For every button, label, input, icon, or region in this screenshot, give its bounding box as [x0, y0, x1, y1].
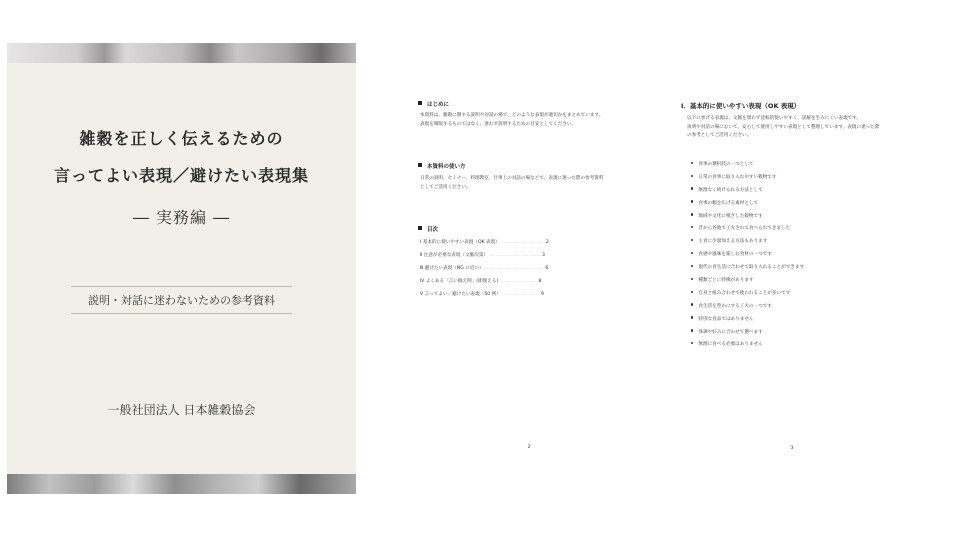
cover-rule-top — [71, 286, 292, 287]
cover-rule-bottom — [71, 313, 292, 314]
list-item: 食事の幅を広げる素材として — [691, 200, 804, 213]
square-bullet-icon — [418, 226, 422, 230]
usage-text — [420, 175, 650, 192]
usage-text-line: としてご活用ください。 — [420, 184, 471, 190]
bullet-icon — [691, 316, 693, 318]
list-item: 昔から各地で工夫されて食べられてきました — [691, 225, 804, 238]
cover-photo-bottom — [7, 474, 356, 494]
section-heading: Ⅰ．基本的に使いやすい表現（OK 表現） — [681, 102, 801, 110]
cover-subtitle: 説明・対話に迷わないための参考資料 — [88, 294, 275, 307]
bullet-icon — [691, 252, 693, 254]
cover-publisher: 一般社団法人 日本雑穀協会 — [107, 403, 256, 417]
list-item: 特別な食品ではありません — [691, 316, 804, 329]
table-of-contents — [420, 239, 549, 304]
section-intro — [687, 115, 907, 141]
list-item: 無理なく続けられる方法として — [691, 187, 804, 200]
ok-expression-list — [691, 161, 804, 354]
list-item: 日常の食事に取り入れやすい穀物です — [691, 174, 804, 187]
bullet-icon — [691, 187, 693, 189]
square-bullet-icon — [418, 101, 422, 105]
cover-title-line1: 雑穀を正しく伝えるための — [79, 129, 284, 148]
list-item: 食事の選択肢の一つとして — [691, 161, 804, 174]
page-2 — [398, 43, 660, 494]
cover-page — [7, 43, 356, 494]
bullet-icon — [691, 278, 693, 280]
toc-heading: 目次 — [418, 225, 438, 233]
bullet-icon — [691, 175, 693, 177]
list-item: 地域や文化に根ざした穀物です — [691, 213, 804, 226]
page-number: 2 — [527, 445, 531, 450]
list-item: 自身と組み合わせて使われることが多いです — [691, 290, 804, 303]
page-3 — [661, 43, 923, 494]
list-item: 現代の食生活に合わせて取り入れることができます — [691, 264, 804, 277]
intro-text-line: 表現を制限するものではなく、迷わず説明するための目安としてください。 — [420, 121, 577, 127]
bullet-icon — [691, 342, 693, 344]
bullet-icon — [691, 226, 693, 228]
intro-text-line: 本資料は、雑穀に関する説明や対話の場で、どのような表現が適切かをまとめています。 — [420, 113, 604, 118]
intro-text — [420, 112, 650, 129]
toc-entry[interactable]: Ⅴ 言ってよい／避けたい表現（50 例） ................... 9 — [420, 292, 544, 297]
usage-heading: 本資料の使い方 — [418, 162, 466, 170]
toc-entry[interactable]: Ⅱ 注意が必要な表現（文脈次第） .......................... 3 — [420, 253, 545, 258]
toc-entry[interactable]: Ⅲ 避けたい表現（NG に近い） .............................. 6 — [420, 266, 549, 271]
list-item: 種類ごとに特徴があります — [691, 277, 804, 290]
list-item: 体調や好みに合わせて選べます — [691, 329, 804, 342]
bullet-icon — [691, 213, 693, 215]
section-intro-line: 以下に挙げる表現は、文脈を問わず比較的使いやすく、誤解を生みにくい表現です。 — [687, 116, 862, 121]
bullet-icon — [691, 291, 693, 293]
bullet-icon — [691, 265, 693, 267]
list-item: 食生活を豊かにする工夫の一つです — [691, 303, 804, 316]
usage-text-line: 日常の説明、セミナー、料理教室、仕事上の対話の場などで、表現に迷った際の参考資料 — [420, 176, 604, 181]
bullet-icon — [691, 329, 693, 331]
list-item: 主食に少量加える方法もあります — [691, 238, 804, 251]
square-bullet-icon — [418, 163, 422, 167]
bullet-icon — [691, 200, 693, 202]
cover-edition: ― 実務編 ― — [132, 208, 231, 227]
list-item: 無理に食べる必要はありません — [691, 341, 804, 354]
bullet-icon — [691, 239, 693, 241]
intro-heading: はじめに — [418, 100, 449, 108]
bullet-icon — [691, 162, 693, 164]
toc-entry[interactable]: Ⅳ よくある「言い換え例」(即使える) ................... 8 — [420, 279, 542, 284]
cover-title-line2: 言ってよい表現／避けたい表現集 — [53, 166, 309, 185]
section-intro-line: 説明や対話の場において、安心して使用しやすい表現として整理しています。表現に迷った際 — [687, 124, 880, 130]
section-intro-line: の参考としてご活用ください。 — [687, 133, 752, 139]
list-item: 食感や風味を楽しむ食材の一つです — [691, 251, 804, 264]
toc-entry[interactable]: Ⅰ 基本的に使いやすい表現（OK 表現） ...................... 2 — [420, 240, 549, 245]
page-number: 3 — [790, 446, 794, 451]
cover-photo-top — [7, 43, 356, 63]
bullet-icon — [691, 303, 693, 305]
